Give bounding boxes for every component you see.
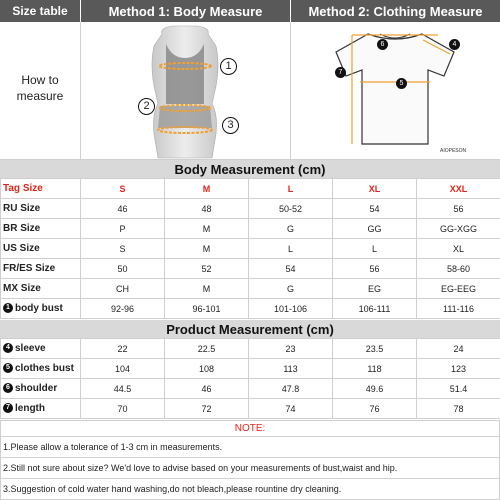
row-label: BR Size bbox=[1, 219, 81, 239]
table-cell: 72 bbox=[165, 399, 249, 419]
table-cell: EG-EEG bbox=[417, 279, 500, 299]
marker-1-icon: 1 bbox=[3, 303, 13, 313]
table-row bbox=[1, 379, 500, 399]
table-cell: 51.4 bbox=[417, 379, 500, 399]
table-cell: 54 bbox=[333, 199, 417, 219]
table-cell: EG bbox=[333, 279, 417, 299]
table-cell: M bbox=[165, 279, 249, 299]
table-cell: S bbox=[81, 239, 165, 259]
column-header: L bbox=[249, 179, 333, 199]
row-label: RU Size bbox=[1, 199, 81, 219]
table-cell: 24 bbox=[417, 339, 500, 359]
row-label-text: shoulder bbox=[15, 383, 58, 394]
column-header: S bbox=[81, 179, 165, 199]
table-cell: 23 bbox=[249, 339, 333, 359]
table-cell: 92-96 bbox=[81, 299, 165, 319]
marker-1-icon: 1 bbox=[220, 58, 237, 75]
table-cell: 113 bbox=[249, 359, 333, 379]
table-cell: XL bbox=[417, 239, 500, 259]
table-cell: 22.5 bbox=[165, 339, 249, 359]
row-label bbox=[1, 399, 81, 419]
table-row bbox=[1, 259, 500, 279]
table-cell: 108 bbox=[165, 359, 249, 379]
row-label: FR/ES Size bbox=[1, 259, 81, 279]
table-cell: 54 bbox=[249, 259, 333, 279]
table-row bbox=[1, 339, 500, 359]
table-cell: 118 bbox=[333, 359, 417, 379]
table-cell: 70 bbox=[81, 399, 165, 419]
how-to-measure-label: How to measure bbox=[16, 73, 64, 103]
table-row bbox=[1, 199, 500, 219]
marker-4-icon: 4 bbox=[449, 39, 460, 50]
table-row bbox=[1, 239, 500, 259]
table-cell: L bbox=[333, 239, 417, 259]
row-label bbox=[1, 359, 81, 379]
table-cell: 106-111 bbox=[333, 299, 417, 319]
table-cell: 48 bbox=[165, 199, 249, 219]
table-cell: 52 bbox=[165, 259, 249, 279]
table-row bbox=[1, 399, 500, 419]
header-size-table: Size table bbox=[0, 0, 80, 22]
table-cell: 22 bbox=[81, 339, 165, 359]
column-header: XXL bbox=[417, 179, 500, 199]
marker-7-icon: 7 bbox=[3, 403, 13, 413]
row-label bbox=[1, 379, 81, 399]
row-label-text: length bbox=[15, 403, 45, 414]
table-cell: 50-52 bbox=[249, 199, 333, 219]
table-cell: 111-116 bbox=[417, 299, 500, 319]
marker-6-icon: 6 bbox=[377, 39, 388, 50]
brand-tag: AIOPESON bbox=[440, 148, 467, 154]
table-cell: P bbox=[81, 219, 165, 239]
marker-7-icon: 7 bbox=[335, 67, 346, 78]
marker-3-icon: 3 bbox=[222, 117, 239, 134]
table-cell: 23.5 bbox=[333, 339, 417, 359]
marker-5-icon: 5 bbox=[3, 363, 13, 373]
tshirt-figure bbox=[330, 30, 460, 148]
note-item: 2.Still not sure about size? We'd love to advise based on your measurements of bust,waist and hip. bbox=[1, 458, 499, 479]
table-cell: G bbox=[249, 219, 333, 239]
body-measurement-title: Body Measurement (cm) bbox=[0, 160, 500, 178]
table-row bbox=[1, 219, 500, 239]
header-method-2: Method 2: Clothing Measure bbox=[291, 0, 500, 22]
table-cell: GG bbox=[333, 219, 417, 239]
notes-block bbox=[0, 420, 500, 500]
illustration-area bbox=[0, 22, 500, 160]
table-cell: 78 bbox=[417, 399, 500, 419]
table-cell: CH bbox=[81, 279, 165, 299]
row-label: MX Size bbox=[1, 279, 81, 299]
product-measurement-table bbox=[0, 338, 500, 419]
column-header: XL bbox=[333, 179, 417, 199]
table-cell: 47.8 bbox=[249, 379, 333, 399]
table-row bbox=[1, 299, 500, 319]
column-header: M bbox=[165, 179, 249, 199]
header-method-1: Method 1: Body Measure bbox=[81, 0, 290, 22]
marker-6-icon: 6 bbox=[3, 383, 13, 393]
table-cell: 50 bbox=[81, 259, 165, 279]
table-cell: 49.6 bbox=[333, 379, 417, 399]
row-label: US Size bbox=[1, 239, 81, 259]
table-cell: 46 bbox=[81, 199, 165, 219]
note-item: 1.Please allow a tolerance of 1-3 cm in measurements. bbox=[1, 437, 499, 458]
table-cell: 74 bbox=[249, 399, 333, 419]
row-label bbox=[1, 299, 81, 319]
row-label bbox=[1, 339, 81, 359]
row-label-text: body bust bbox=[15, 303, 63, 314]
table-cell: M bbox=[165, 239, 249, 259]
column-header: Tag Size bbox=[1, 179, 81, 199]
marker-4-icon: 4 bbox=[3, 343, 13, 353]
body-measurement-table bbox=[0, 178, 500, 319]
table-cell: M bbox=[165, 219, 249, 239]
row-label-text: sleeve bbox=[15, 343, 46, 354]
table-cell: 56 bbox=[417, 199, 500, 219]
table-cell: 46 bbox=[165, 379, 249, 399]
table-cell: G bbox=[249, 279, 333, 299]
product-measurement-title: Product Measurement (cm) bbox=[0, 320, 500, 338]
table-cell: L bbox=[249, 239, 333, 259]
table-cell: 76 bbox=[333, 399, 417, 419]
tag-size-row bbox=[1, 179, 500, 199]
note-item: 3.Suggestion of cold water hand washing,do not bleach,please rountine dry cleaning. bbox=[3, 484, 342, 494]
row-label-text: clothes bust bbox=[15, 363, 74, 374]
table-cell: 101-106 bbox=[249, 299, 333, 319]
table-row bbox=[1, 359, 500, 379]
table-cell: 104 bbox=[81, 359, 165, 379]
table-cell: GG-XGG bbox=[417, 219, 500, 239]
table-cell: 44.5 bbox=[81, 379, 165, 399]
table-cell: 123 bbox=[417, 359, 500, 379]
table-cell: 96-101 bbox=[165, 299, 249, 319]
notes-title: NOTE: bbox=[1, 421, 499, 437]
marker-2-icon: 2 bbox=[138, 98, 155, 115]
body-figure bbox=[120, 24, 250, 160]
table-row bbox=[1, 279, 500, 299]
table-cell: 56 bbox=[333, 259, 417, 279]
marker-5-icon: 5 bbox=[396, 78, 407, 89]
table-cell: 58-60 bbox=[417, 259, 500, 279]
